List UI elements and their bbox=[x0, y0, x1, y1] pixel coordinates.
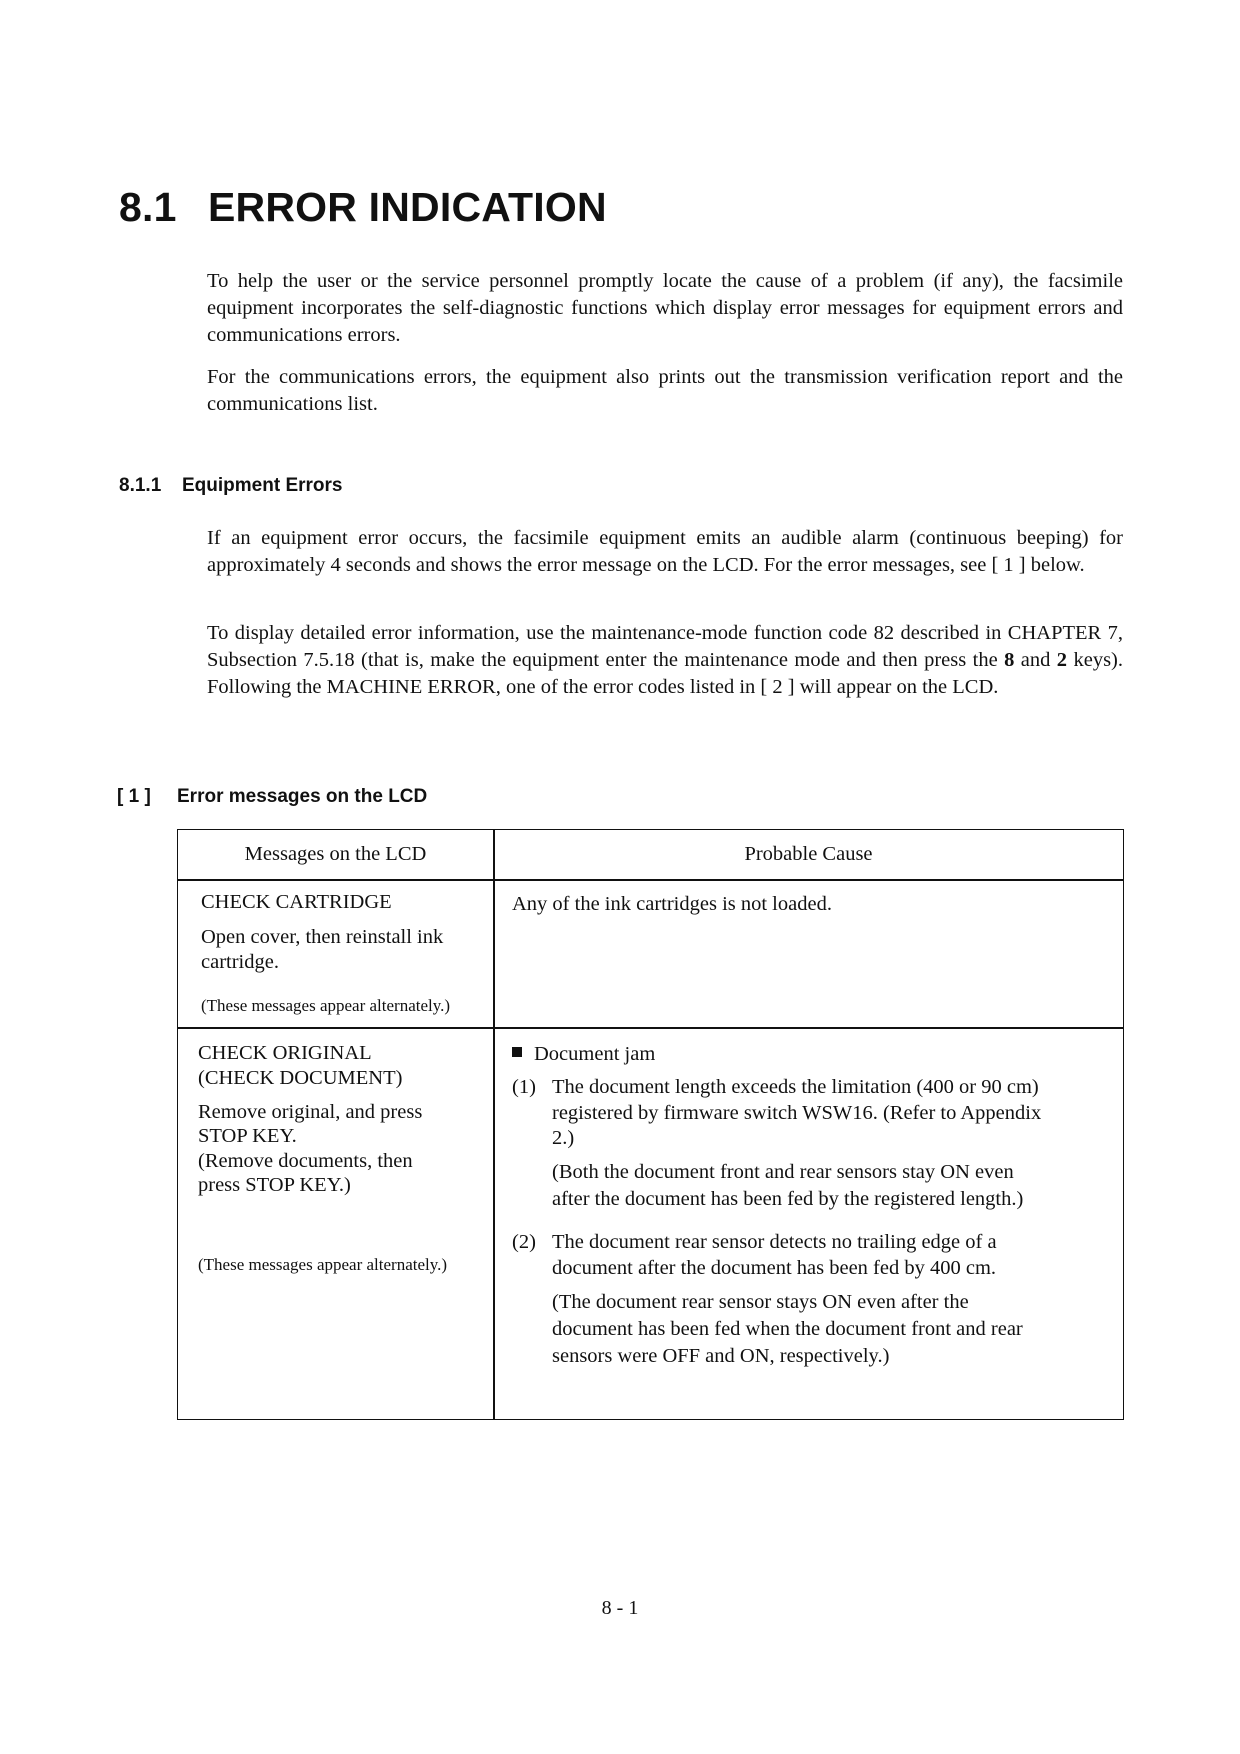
row-divider bbox=[178, 1027, 1123, 1029]
row2-cause-heading bbox=[512, 1042, 655, 1067]
subsection-number: 8.1.1 bbox=[119, 475, 162, 496]
row2-item1-label: (1) bbox=[512, 1076, 536, 1098]
p2-text-c: keys). Following the MACHINE ERROR, one of the error codes listed in [ 2 ] will appear on the LCD. bbox=[207, 649, 1123, 698]
row2-message-line5: (Remove documents, then bbox=[198, 1150, 413, 1172]
row2-message-line2: (CHECK DOCUMENT) bbox=[198, 1067, 403, 1089]
header-messages: Messages on the LCD bbox=[244, 843, 427, 865]
section-title: ERROR INDICATION bbox=[208, 184, 607, 230]
header-probable-cause: Probable Cause bbox=[744, 843, 873, 865]
header-divider bbox=[178, 879, 1123, 881]
row1-message-line2: cartridge. bbox=[201, 951, 279, 973]
subsection-title: Equipment Errors bbox=[182, 475, 343, 496]
row2-cause-heading-text: Document jam bbox=[534, 1043, 656, 1065]
key-2: 2 bbox=[1056, 649, 1068, 671]
row2-item2-line2: document after the document has been fed by 400 cm. bbox=[552, 1257, 997, 1279]
table-section-number: [ 1 ] bbox=[117, 786, 151, 807]
row2-item1-line1: The document length exceeds the limitation (400 or 90 cm) bbox=[552, 1076, 1039, 1098]
table-section-heading bbox=[117, 785, 427, 809]
square-bullet-icon bbox=[512, 1047, 522, 1057]
section-number: 8.1 bbox=[119, 184, 177, 230]
row2-message-note: (These messages appear alternately.) bbox=[198, 1255, 448, 1274]
row2-message-line1: CHECK ORIGINAL bbox=[198, 1042, 372, 1064]
intro-paragraph-1: To help the user or the service personnel promptly locate the cause of a problem (if any), the facsimile equipment incorporates the self-diagnostic functions which display error messages for equipment errors and communications errors. bbox=[207, 270, 1123, 346]
equipment-errors-paragraph-2 bbox=[207, 620, 1123, 701]
error-messages-table bbox=[177, 829, 1124, 1420]
row2-item1-note-line2: after the document has been fed by the registered length.) bbox=[552, 1188, 1024, 1210]
row2-item2-note-line1: (The document rear sensor stays ON even after the bbox=[552, 1291, 969, 1313]
subsection-heading bbox=[119, 474, 342, 498]
row1-message-title: CHECK CARTRIDGE bbox=[201, 891, 392, 913]
table-section-title: Error messages on the LCD bbox=[177, 786, 428, 807]
row2-message-line3: Remove original, and press bbox=[198, 1101, 423, 1123]
equipment-errors-paragraph-1: If an equipment error occurs, the facsimile equipment emits an audible alarm (continuous beeping) for approximately 4 seconds and shows the error message on the LCD. For the error messages, see [ 1 ] below. bbox=[207, 527, 1123, 576]
row2-item2-note-line3: sensors were OFF and ON, respectively.) bbox=[552, 1345, 890, 1367]
row2-item1-line3: 2.) bbox=[552, 1127, 575, 1149]
row2-message-line4: STOP KEY. bbox=[198, 1125, 297, 1147]
row2-item1-line2: registered by firmware switch WSW16. (Refer to Appendix bbox=[552, 1102, 1042, 1124]
page-number: 8 - 1 bbox=[601, 1597, 639, 1619]
intro-paragraph-2: For the communications errors, the equipment also prints out the transmission verification report and the communications list. bbox=[207, 366, 1123, 415]
p2-text-b: and bbox=[1014, 649, 1057, 671]
row1-cause: Any of the ink cartridges is not loaded. bbox=[512, 893, 832, 915]
row1-message-line1: Open cover, then reinstall ink bbox=[201, 926, 444, 948]
row2-item2-note-line2: document has been fed when the document front and rear bbox=[552, 1318, 1023, 1340]
p2-text-a: To display detailed error information, use the maintenance-mode function code 82 described in CHAPTER 7, Subsection 7.5.18 (that is, make the equipment enter the maintenance mode and then press the bbox=[207, 622, 1123, 671]
row2-item2-line1: The document rear sensor detects no trailing edge of a bbox=[552, 1231, 997, 1253]
key-8: 8 bbox=[1004, 649, 1015, 671]
row2-item1-note-line1: (Both the document front and rear sensors stay ON even bbox=[552, 1161, 1014, 1183]
row2-message-line6: press STOP KEY.) bbox=[198, 1174, 351, 1196]
column-divider bbox=[493, 830, 495, 1419]
section-heading bbox=[119, 182, 607, 232]
row1-message-note: (These messages appear alternately.) bbox=[201, 996, 451, 1015]
row2-item2-label: (2) bbox=[512, 1231, 536, 1253]
